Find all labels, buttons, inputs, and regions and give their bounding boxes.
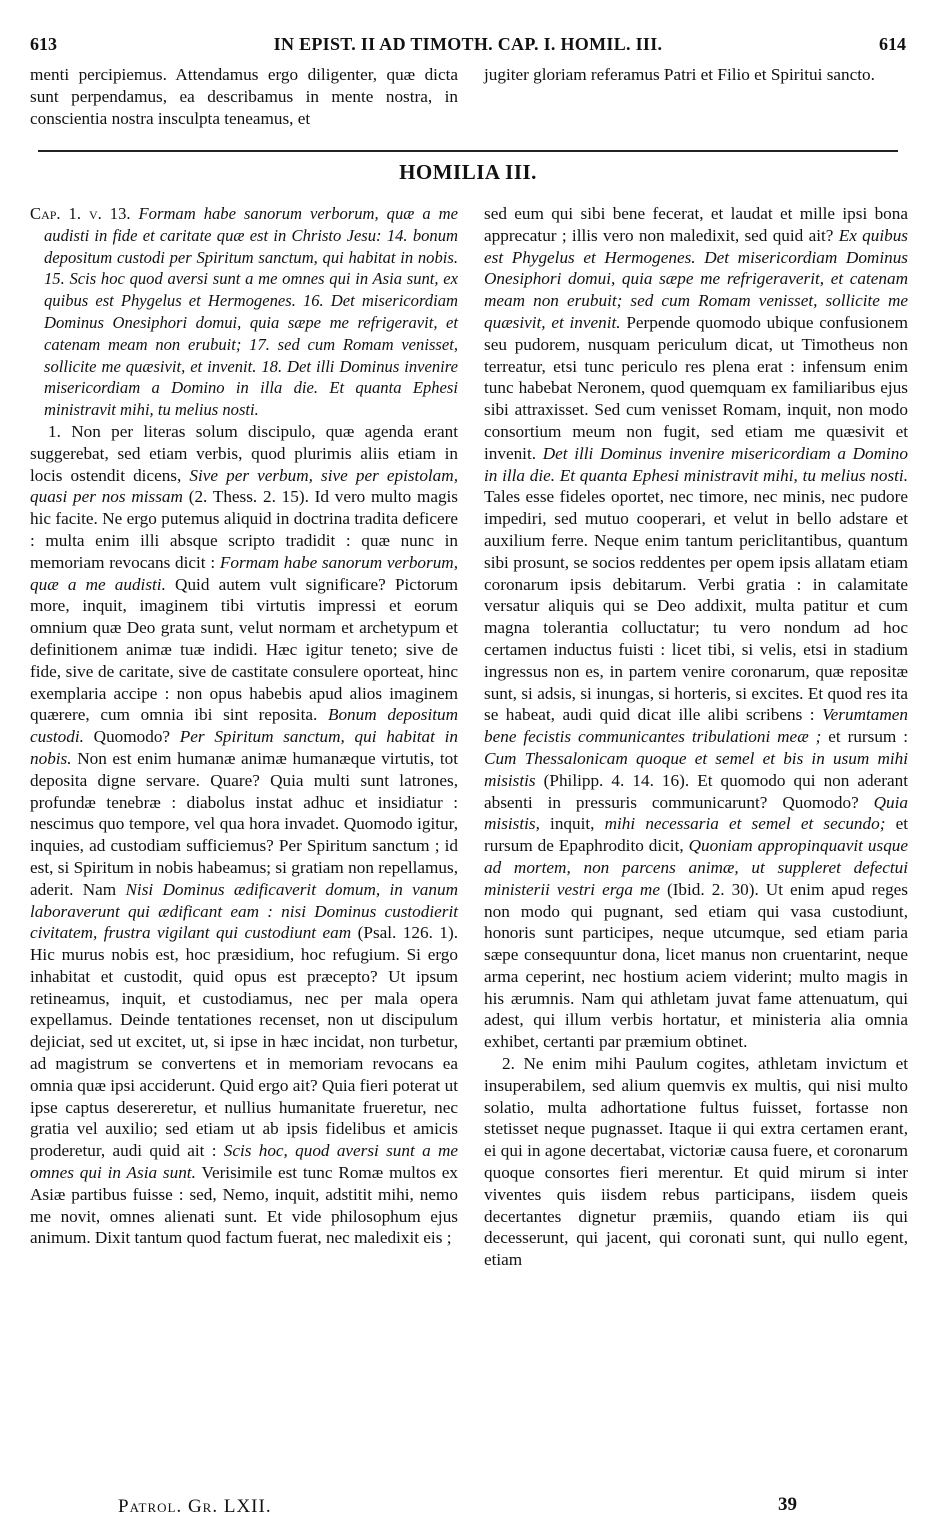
top-right-text: jugiter gloriam referamus Patri et Filio et Spiritui sancto. [484, 65, 875, 84]
quote-run: Det illi Dominus invenire misericordiam a Domino in illa die. Et quanta Ephesi ministravit mihi, tu melius nosti. [484, 443, 908, 485]
text-run: et rursum de Epaphrodito dicit, [484, 814, 908, 856]
text-run: (2. Thess. 2. 15). Id vero multo magis hic facite. Ne ergo putemus aliquid in doctrina tradita deficere : multa enim illi absque scripto tradidit : quæ nunc in memoriam revocans dicit : [30, 487, 459, 572]
quote-run: Nisi Dominus ædificaverit domum, in vanum laboraverunt qui ædificant eam : nisi Dominus custodierit civitatem, frustra vigilant qui custodiunt eam [30, 879, 458, 943]
text-run: Perpende quomodo ubique confusionem seu pudorem, nusquam periculum dicat, ut Timotheus non terreatur, etsi tunc periculo res plena erat : infensum enim tunc habebat Neronem, quod quemquam ex familiaribus ejus sibi attraxisset. Sed cum venisset Romam, inquit, non modo consortium meum non fugit, sed etiam me quæsivit et invenit. [484, 312, 908, 463]
scripture-lemma [30, 203, 458, 421]
quote-run: Ex quibus est Phygelus et Hermogenes. Det misericordiam Dominus Onesiphori domui, quia sæpe me refrigeraverit, et catenam meam non erubuit; sed cum Romam venisset, sollicite me quæsivit, et invenit. [484, 225, 908, 332]
text-run: et rursum : [828, 727, 909, 747]
text-run: Non est enim humanæ animæ humanæque virtutis, tot deposita digne servare. Quare? Quia multi sunt latrones, profundæ tenebræ : diabolus instat adhuc et insidiatur : nescimus quo tempore, vel qua hora invadet. Quomodo igitur, inquies, ad custodiam sufficiemus? Per Spiritum sanctum ; id est, si Spiritum in nobis habeamus; si gratiam non repellamus, aderit. Nam [30, 748, 458, 899]
quote-run: Sive per verbum, sive per epistolam, quasi per nos missam [30, 465, 458, 507]
top-left-text: menti percipiemus. Attendamus ergo diligenter, quæ dicta sunt perpendamus, ea describamus in mente nostra, in conscientia nostra insculpta teneamus, et [30, 65, 458, 128]
text-run: Tales esse fideles oportet, nec timore, nec minis, nec pudore impediri, sed mutuo cooperari, et velut in bello adstare et auxilium ferre. Neque enim tantum periclitantibus, quantum sibi prosunt, se socios reddentes per opem ipsis allatam etiam coronarum ipsis debitarum. Verbi gratia : in calamitate versatur aliquis qui se Deo addixit, multa patitur et cum magna tolerantia colluctatur; tu vero nondum ad hoc certamen inductus fuisti : licet tibi, si velis, etsi in stadium ingressus non es, in partem venire coronarum, quæ repositæ sunt, si adsis, si inungas, si horteris, si excites. Et quod res ita se habeat, audi quid dicat ille alibi scribens : [484, 487, 908, 725]
text-run: (Philipp. 4. 14. 16). Et quomodo qui non aderant absenti in pressuris communicarunt? Quomodo? [484, 770, 909, 812]
main-right-column [484, 203, 908, 1271]
text-run: Verisimile est tunc Romæ multos ex Asiæ partibus fuisse : sed, Nemo, inquit, adstitit mihi, nemo me novit, omnes alienati sunt. Et vide philosophum ejus animum. Dixit tantum quod factum fuerat, nec maledixit eis ; [30, 1163, 458, 1248]
text-run: (Psal. 126. 1). Hic murus nobis est, hoc præsidium, hoc refugium. Si ergo inhabitat et custodit, quid opus est præcepto? Ut ipsum retineamus, inquit, et custodiamus, nec per mala opera expellamus. Deinde tentationes recenset, non ut discipulum dejiciat, sed ut excitet, ut, si ipse in hæc incidat, non turbetur, ad magistrum se convertens et in memoriam revocans ea omnia quæ ipsi acciderunt. Quid ergo ait? Quia fieri poterat ut ipse captus desereretur, et nullius humanitate frueretur, nec gratia vel auxilio; sed etiam ut ab ipsis fidelibus et amicis proderetur, audi quid ait : [30, 923, 458, 1161]
section-divider [38, 150, 898, 152]
quote-run: Scis hoc, quod aversi sunt a me omnes qui in Asia sunt. [30, 1141, 458, 1183]
text-run: (Ibid. 2. 30). Ut enim apud reges non modo qui pugnant, sed etiam qui vasa custodiunt, honoris sunt participes, neque utcumque, sed etiam paria sæpe consequuntur dona, licet manus non cruentarint, neque arma ceperint, nec hostium aciem viderint; multo magis in his ærumnis. Nam qui athletam juvat fame attenuatum, qui adest, qui illum verbis hortatur, et ministeria alia omnia exhibet, certanti par præmium obtinet. [484, 879, 908, 1052]
quote-run: mihi necessaria et semel et secundo; [604, 814, 886, 834]
page-number-right: 614 [879, 34, 906, 54]
top-right-column [484, 64, 908, 86]
text-run: Quid autem vult significare? Pictorum more, inquit, imaginem tibi virtutis impressi et eorum omnium quæ Deo grata sunt, velut normam et archetypum et definitionem animæ tuæ indidi. Hæc igitur teneto; sive de fide, sive de caritate, sive de castitate consulere oporteat, hinc exemplaria accipe : non opus habebis apud alios imaginem quærere, cum omnia ibi sint reposita. [30, 574, 458, 725]
footer-sheet-number: 39 [778, 1494, 797, 1515]
running-title: IN EPIST. II AD TIMOTH. CAP. I. HOMIL. III. [273, 34, 663, 54]
paragraph-2: 2. Ne enim mihi Paulum cogites, athletam invictum et insuperabilem, sed alium quemvis ex multis, qui nisi multo solatio, multa adhortatione fultus fuisset, fortasse non stetisset neque pugnasset. Itaque ii qui extra certamen erant, ei qui in agone decertabat, victoriæ causa fuere, et coronarum quoque consortes fieri merentur. Et quid mirum si inter viventes quis iisdem rebus participans, iisdem queis decertantes dignetur præmiis, quando etiam iis qui decesserunt, qui jacent, qui coronati sunt, qui nullo egent, etiam [484, 1054, 908, 1270]
quote-run: Quia misistis, [484, 792, 908, 834]
text-run: inquit, [550, 814, 595, 834]
quote-run: Cum Thessalonicam quoque et semel et bis in usum mihi misistis [484, 748, 908, 790]
quote-run: Verumtamen bene fecistis communicantes tribulationi meæ ; [484, 705, 908, 747]
homily-title: HOMILIA III. [399, 160, 537, 184]
quote-run: Quoniam appropinquavit usque ad mortem, non parcens animæ, ut suppleret defectui ministerii vestri erga me [484, 836, 909, 899]
footer-signature: Patrol. Gr. LXII. [118, 1496, 272, 1517]
text-run: sed eum qui sibi bene fecerat, et laudat et mille ipsi bona apprecatur ; illis vero non maledixit, sed quid ait? [484, 204, 908, 245]
lemma-text: Formam habe sanorum verborum, quæ a me audisti in fide et caritate quæ est in Christo Jesu: 14. bonum depositum custodi per Spiritum sanctum, qui habitat in nobis. 15. Scis hoc quod aversi sunt a me omnes qui in Asia sunt, ex quibus est Phygelus et Hermogenes. 16. Det misericordiam Dominus Onesiphori domui, quia sæpe me refrigeravit, et catenam meam non erubuit; 17. sed cum Romam venisset, sollicite me quæsivit, et invenit. 18. Det illi Dominus invenire misericordiam a Domino in illa die. Et quanta Ephesi ministravit mihi, tu melius nosti. [44, 204, 458, 420]
paragraph-1 [30, 421, 458, 1249]
main-left-column [30, 203, 458, 1249]
top-left-column [30, 64, 458, 129]
quote-run: Per Spiritum sanctum, qui habitat in nobis. [30, 727, 459, 768]
page-number-left: 613 [30, 34, 57, 54]
chapter-reference: Cap. 1. v. 13. [30, 204, 131, 223]
text-run: 1. Non per literas solum discipulo, quæ agenda erant suggerebat, sed etiam verbis, quod plurimis aliis etiam in locis ostendit dicens, [30, 421, 458, 485]
running-head [30, 34, 906, 58]
paragraph-1-continued [484, 203, 908, 1053]
quote-run: Bonum depositum custodi. [30, 705, 458, 747]
quote-run: Formam habe sanorum verborum, quæ a me audisti. [30, 552, 458, 594]
text-run: Quomodo? [93, 727, 171, 747]
